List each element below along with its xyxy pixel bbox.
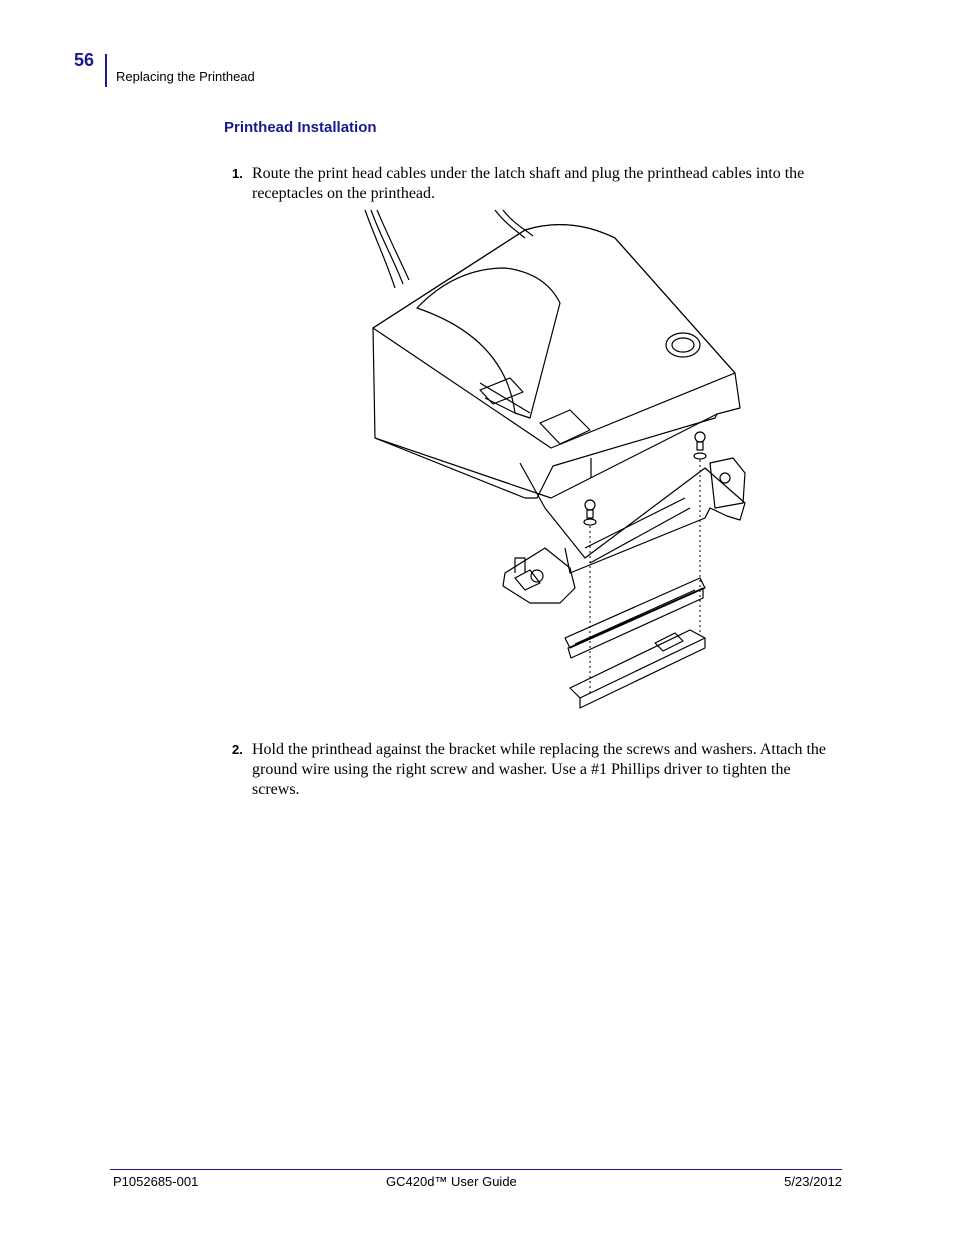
section-heading: Printhead Installation: [224, 119, 377, 136]
footer-guide-title: GC420d™ User Guide: [386, 1174, 517, 1189]
footer-part-number: P1052685-001: [113, 1174, 199, 1189]
printer-printhead-illustration: [355, 208, 765, 720]
page-number: 56: [74, 50, 95, 70]
footer-date: 5/23/2012: [784, 1174, 842, 1189]
footer-divider: [110, 1169, 842, 1170]
header-divider: [105, 54, 107, 87]
step-number: 1.: [232, 166, 243, 181]
running-head: Replacing the Printhead: [116, 69, 255, 84]
step-number: 2.: [232, 742, 243, 757]
step-text: Hold the printhead against the bracket while replacing the screws and washers. Attach the ground wire using the right screw and washer. Use a #1 Phillips driver to tighten the screws.: [252, 741, 827, 798]
step-text: Route the print head cables under the latch shaft and plug the printhead cables into the receptacles on the printhead.: [252, 165, 805, 202]
